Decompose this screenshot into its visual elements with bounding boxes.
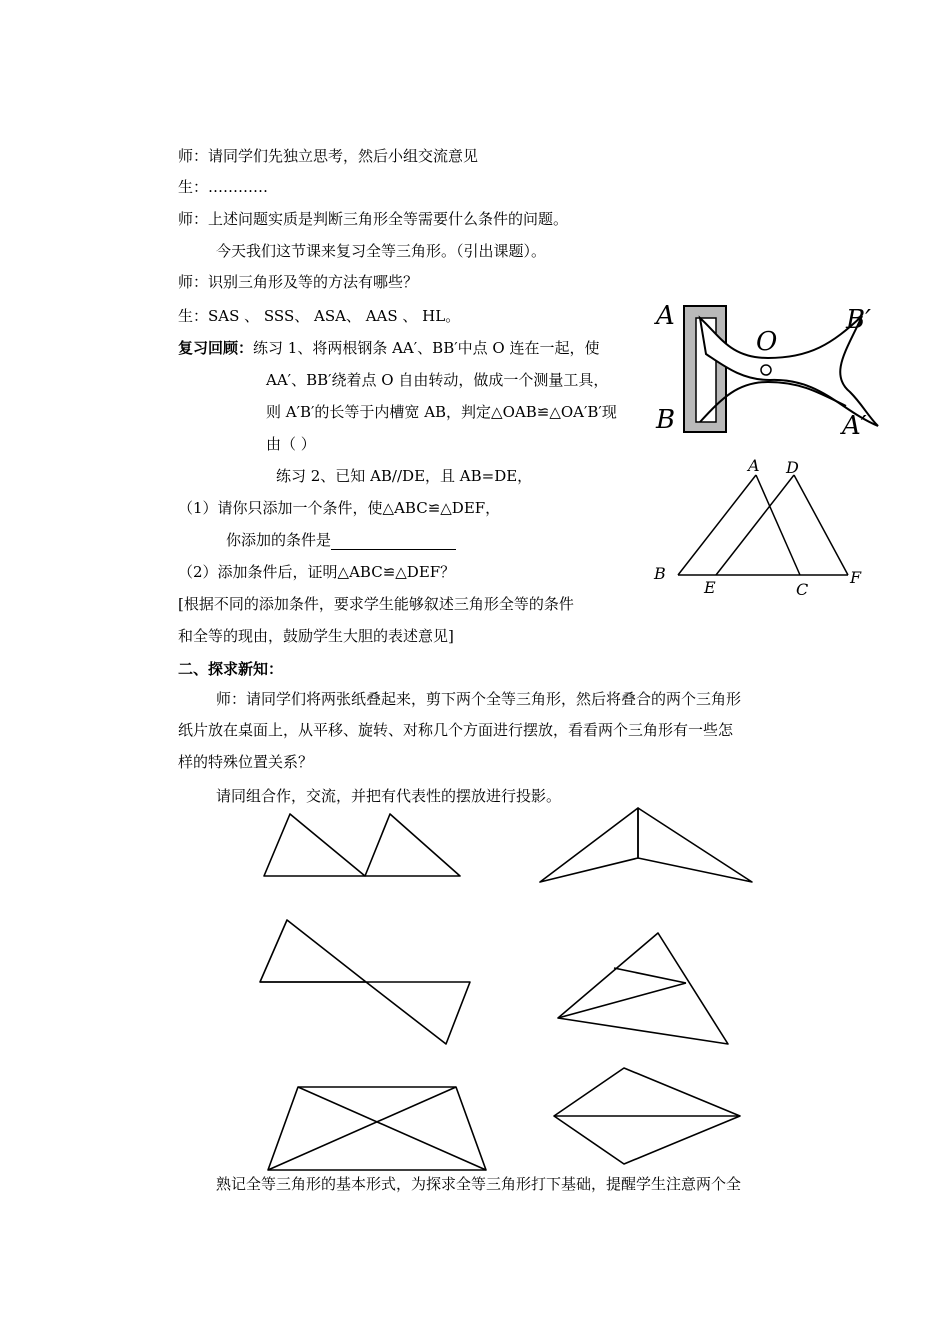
review-heading: 复习回顾： [178,339,254,357]
text-line: 生：………… [178,178,269,196]
text-line: 请同组合作，交流，并把有代表性的摆放进行投影。 [216,787,562,805]
arrangement-rotation [558,933,728,1044]
text-line: 练习 1、将两根钢条 AA′、BB′中点 O 连在一起，使 [253,339,600,357]
text-line: （2）添加条件后，证明△ABC≌△DEF？ [178,563,456,581]
label-b: B [654,564,666,583]
arrangement-translation [264,814,460,876]
section-heading: 二、探求新知： [178,660,284,678]
text-line: 今天我们这节课来复习全等三角形。（引出课题）。 [216,242,547,260]
text-line: AA′、BB′绕着点 O 自由转动，做成一个测量工具， [266,371,609,389]
arrangement-crossed-trapezoid [268,1087,486,1170]
label-a: A [748,456,760,475]
text-line: [根据不同的添加条件，要求学生能够叙述三角形全等的条件 [178,595,574,613]
text-line: 样的特殊位置关系？ [178,753,314,771]
text-line: 生：SAS 、 SSS、 ASA、 AAS 、 HL。 [178,307,461,325]
text-line: 由（ ） [266,435,316,453]
label-a: A [656,301,675,331]
text-line: 和全等的现由，鼓励学生大胆的表述意见] [178,627,454,645]
text-line: 师：请同学们将两张纸叠起来，剪下两个全等三角形，然后将叠合的两个三角形 [216,690,742,708]
label-b: B [656,405,676,435]
label-e: E [704,578,716,597]
arrangement-vertical-angles [260,920,470,1044]
label-o: O [756,327,778,357]
label-a-prime: A′ [842,411,867,441]
text-line: （1）请你只添加一个条件，使△ABC≌△DEF， [178,499,501,517]
text-line: 则 A′B′的长等于内槽宽 AB，判定△OAB≌△OA′B′现 [266,403,617,421]
arrangement-reflection [554,1068,740,1164]
label-c: C [796,580,809,599]
text-line: 师：上述问题实质是判断三角形全等需要什么条件的问题。 [178,210,569,228]
label-f: F [850,568,862,587]
text-line: 纸片放在桌面上，从平移、旋转、对称几个方面进行摆放，看看两个三角形有一些怎 [178,721,734,739]
text-line: 熟记全等三角形的基本形式，为探求全等三角形打下基础，提醒学生注意两个全 [216,1175,742,1193]
label-d: D [786,458,799,477]
arrangement-shared-side [540,808,752,882]
label-b-prime: B′ [846,305,872,335]
text-line: 师：请同学们先独立思考，然后小组交流意见 [178,147,479,165]
text-line: 你添加的条件是 [226,531,332,549]
text-line: 练习 2、已知 AB//DE，且 AB=DE， [276,467,533,485]
text-line: 师：识别三角形及等的方法有哪些？ [178,273,419,291]
